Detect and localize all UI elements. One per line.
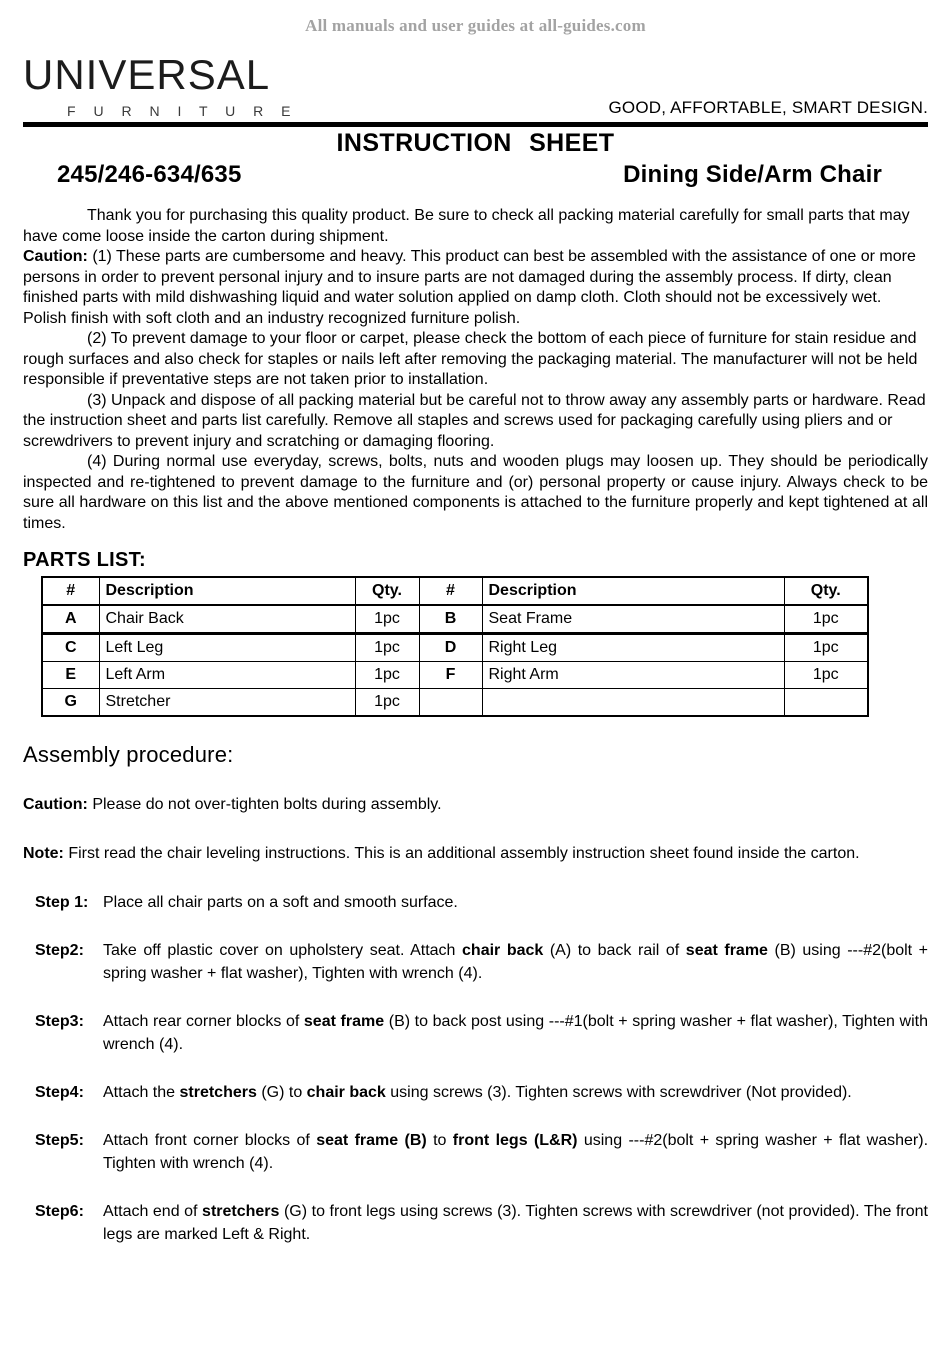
- step-text: [103, 891, 928, 914]
- parts-list-heading: PARTS LIST:: [23, 549, 146, 571]
- part-description-cell: Left Arm: [99, 662, 355, 689]
- text-segment: (B) using ---#2(bolt + spring washer + flat washer), Tighten with wrench (4).: [103, 942, 929, 982]
- intro-paragraphs: [23, 206, 928, 534]
- table-column-header: #: [419, 577, 482, 605]
- text-segment: to: [426, 1132, 453, 1149]
- text-segment: Attach end of: [103, 1203, 203, 1220]
- text-segment: (B) to back post using ---#1(bolt + spring washer + flat washer), Tighten with wrench (4).: [103, 1013, 928, 1053]
- bold-text-segment: stretchers: [202, 1203, 280, 1220]
- text-segment: (1) These parts are cumbersome and heavy. This product can best be assembled with the assistance of one or more persons in order to prevent personal injury and to insure parts are not damaged during the assembly process. If dirty, clean finished parts with mild dishwashing liquid and water solution applied on damp cloth. Cloth should not be excessively wet. Polish finish with soft cloth and an industry recognized furniture polish.: [23, 248, 916, 327]
- bold-text-segment: chair back: [306, 1084, 386, 1101]
- table-row: [42, 634, 868, 662]
- intro-paragraph: [23, 452, 928, 534]
- part-qty-cell: 1pc: [355, 662, 419, 689]
- bold-text-segment: front legs (L&R): [452, 1132, 578, 1149]
- assembly-step: [23, 1010, 928, 1056]
- part-qty-cell: 1pc: [784, 634, 868, 662]
- title-row: [23, 161, 928, 189]
- step-text: [103, 939, 928, 985]
- bold-text-segment: Caution:: [23, 248, 88, 265]
- assembly-notes: [23, 793, 928, 866]
- part-description-cell: Seat Frame: [482, 605, 784, 634]
- part-description-cell: Right Leg: [482, 634, 784, 662]
- assembly-step: [23, 891, 928, 914]
- part-id-cell: A: [42, 605, 99, 634]
- bold-text-segment: Note:: [23, 845, 64, 862]
- step-label: Step2:: [35, 942, 84, 959]
- product-name: Dining Side/Arm Chair: [623, 161, 882, 188]
- part-id-cell: F: [419, 662, 482, 689]
- brand-tagline: GOOD, AFFORTABLE, SMART DESIGN.: [608, 98, 928, 117]
- step-label: Step 1:: [35, 894, 89, 911]
- intro-paragraph: [23, 247, 928, 329]
- assembly-step: [23, 1129, 928, 1175]
- part-qty-cell: [784, 689, 868, 717]
- bold-text-segment: seat frame: [303, 1013, 385, 1030]
- assembly-note: [23, 793, 928, 817]
- text-segment: (G) to front legs using screws (3). Tighten screws with screwdriver (not provided). The front legs are marked Left & Right.: [103, 1203, 929, 1243]
- part-description-cell: Stretcher: [99, 689, 355, 717]
- part-description-cell: Chair Back: [99, 605, 355, 634]
- part-id-cell: E: [42, 662, 99, 689]
- text-segment: (G) to: [256, 1084, 307, 1101]
- part-qty-cell: 1pc: [784, 605, 868, 634]
- text-segment: Please do not over-tighten bolts during assembly.: [87, 796, 442, 813]
- assembly-step: [23, 939, 928, 985]
- text-segment: (2) To prevent damage to your floor or carpet, please check the bottom of each piece of furniture for stain residue and rough surfaces and also check for staples or nails left after removing the packaging material. The manufacturer will not be held responsible if preventative steps are not taken prior to installation.: [23, 330, 918, 388]
- intro-paragraph: [23, 391, 928, 453]
- intro-paragraph: [23, 329, 928, 391]
- part-description-cell: [482, 689, 784, 717]
- bold-text-segment: Caution:: [23, 796, 88, 813]
- part-qty-cell: 1pc: [355, 605, 419, 634]
- step-label: Step6:: [35, 1203, 84, 1220]
- assembly-step: [23, 1200, 928, 1246]
- bold-text-segment: stretchers: [179, 1084, 257, 1101]
- part-id-cell: G: [42, 689, 99, 717]
- step-label: Step5:: [35, 1132, 84, 1149]
- text-segment: (3) Unpack and dispose of all packing material but be careful not to throw away any assembly parts or hardware. Read the instruction sheet and parts list carefully. Remove all staples and screws used for packaging carefully using pliers and or screwdrivers to prevent injury and scratching or damaging flooring.: [23, 391, 926, 450]
- step-label: Step3:: [35, 1013, 84, 1030]
- text-segment: Take off plastic cover on upholstery seat. Attach: [103, 942, 463, 959]
- part-id-cell: D: [419, 634, 482, 662]
- step-text: [103, 1010, 928, 1056]
- parts-list-table: [41, 576, 869, 717]
- bold-text-segment: seat frame: [685, 942, 768, 959]
- table-column-header: Description: [482, 577, 784, 605]
- brand-name: UNIVERSAL: [23, 51, 271, 98]
- bold-text-segment: seat frame (B): [316, 1132, 427, 1149]
- text-segment: Place all chair parts on a soft and smooth surface.: [103, 894, 458, 911]
- part-id-cell: [419, 689, 482, 717]
- part-description-cell: Left Leg: [99, 634, 355, 662]
- table-column-header: Description: [99, 577, 355, 605]
- assembly-note: [23, 842, 928, 866]
- text-segment: (A) to back rail of: [543, 942, 686, 959]
- step-text: [103, 1129, 928, 1175]
- text-segment: Attach front corner blocks of: [103, 1132, 317, 1149]
- table-row: [42, 662, 868, 689]
- assembly-heading: Assembly procedure:: [23, 742, 234, 767]
- assembly-steps: [23, 891, 928, 1246]
- part-description-cell: Right Arm: [482, 662, 784, 689]
- table-column-header: #: [42, 577, 99, 605]
- part-qty-cell: 1pc: [784, 662, 868, 689]
- part-qty-cell: 1pc: [355, 634, 419, 662]
- part-id-cell: B: [419, 605, 482, 634]
- assembly-step: [23, 1081, 928, 1104]
- table-column-header: Qty.: [784, 577, 868, 605]
- text-segment: Attach rear corner blocks of: [103, 1013, 304, 1030]
- text-segment: First read the chair leveling instructions. This is an additional assembly instruction sheet found inside the carton.: [63, 845, 860, 862]
- table-column-header: Qty.: [355, 577, 419, 605]
- bold-text-segment: chair back: [462, 942, 544, 959]
- brand-subtitle: F U R N I T U R E: [67, 103, 298, 119]
- part-id-cell: C: [42, 634, 99, 662]
- table-header-row: [42, 577, 868, 605]
- divider-rule: [23, 122, 928, 127]
- watermark-text: All manuals and user guides at all-guides.com: [305, 16, 646, 35]
- header: [23, 51, 928, 119]
- intro-paragraph: [23, 206, 928, 247]
- text-segment: Thank you for purchasing this quality product. Be sure to check all packing material carefully for small parts that may have come loose inside the carton during shipment.: [23, 207, 910, 245]
- text-segment: using screws (3). Tighten screws with screwdriver (Not provided).: [385, 1084, 852, 1101]
- table-row: [42, 689, 868, 717]
- part-qty-cell: 1pc: [355, 689, 419, 717]
- table-row: [42, 605, 868, 634]
- brand-logo: [23, 51, 298, 119]
- document-title: INSTRUCTION SHEET: [336, 129, 615, 157]
- text-segment: (4) During normal use everyday, screws, bolts, nuts and wooden plugs may loosen up. They should be periodically inspected and re-tightened to prevent damage to the furniture and (or) personal property or cause injury. Always check to be sure all hardware on this list and the above mentioned components is attached to the furniture properly and kept tightened at all times.: [23, 453, 928, 532]
- step-label: Step4:: [35, 1084, 84, 1101]
- text-segment: using ---#2(bolt + spring washer + flat washer). Tighten with wrench (4).: [103, 1132, 929, 1172]
- step-text: [103, 1081, 928, 1104]
- step-text: [103, 1200, 928, 1246]
- text-segment: Attach the: [103, 1084, 180, 1101]
- model-number: 245/246-634/635: [57, 161, 242, 188]
